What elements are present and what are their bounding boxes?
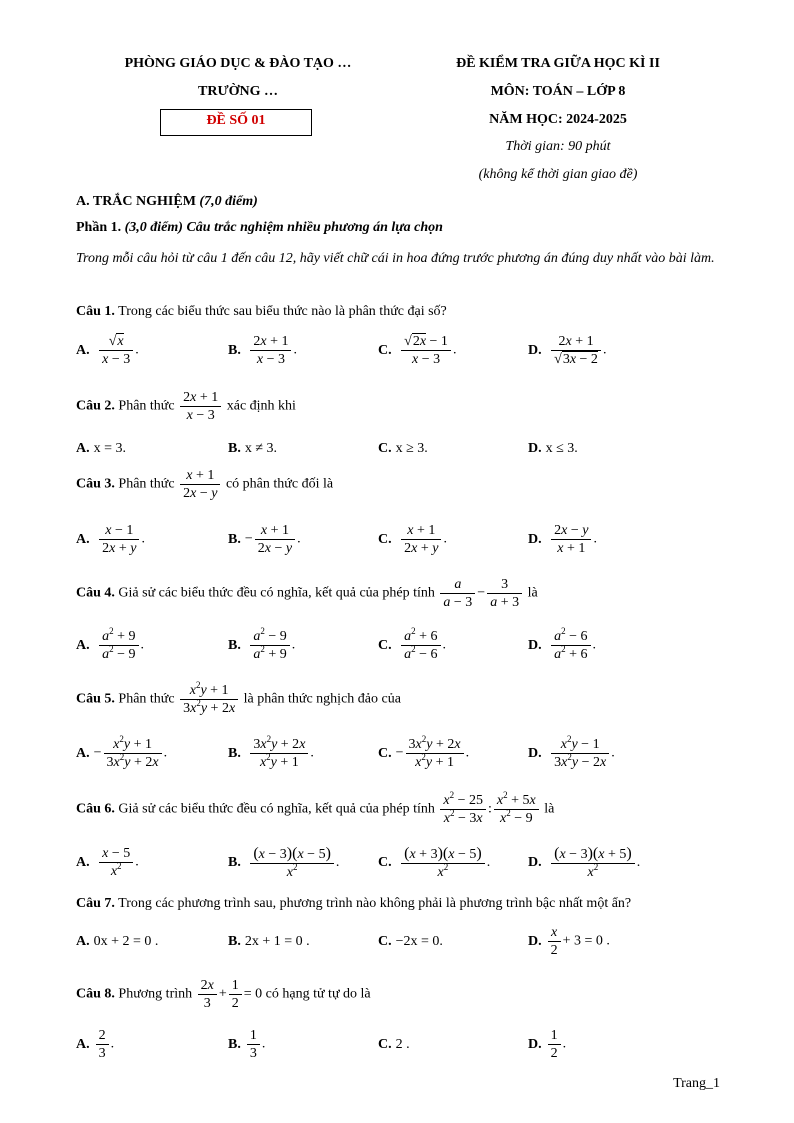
question-5: Câu 5. Phân thức $\frac{x^2y + 1}{3x^2y + 2x}$ là phân thức nghịch đảo của — [76, 680, 401, 716]
option-1b: B. $\frac{2x + 1}{x - 3}$ . — [228, 334, 297, 367]
option-8c: C. 2 . — [378, 1037, 410, 1052]
section-a-points: (7,0 điểm) — [199, 194, 258, 209]
option-4b: B. $\frac{a^2 - 9}{a^2 + 9}$ . — [228, 626, 296, 662]
part1-instructions: Trong mỗi câu hỏi từ câu 1 đến câu 12, hãy viết chữ cái in hoa đứng trước phương án đúng duy nhất vào bài làm. — [76, 251, 715, 266]
question-4: Câu 4. Giả sử các biểu thức đều có nghĩa, kết quả của phép tính $\frac{a}{a - 3}$ − $\frac{3}{a + 3}$ là — [76, 577, 538, 610]
question-1 — [76, 304, 447, 320]
option-1a: A. $\frac{√x}{x - 3}$ . — [76, 334, 139, 367]
option-2d: D. x ≤ 3. — [528, 441, 578, 456]
option-2b: B. x ≠ 3. — [228, 441, 278, 456]
option-8d: D. $\frac{1}{2}$ . — [528, 1028, 567, 1061]
option-6b: B. $\frac{(x - 3)(x - 5)}{x^2}$ . — [228, 845, 340, 880]
part1-heading — [76, 220, 443, 236]
option-6a: A. $\frac{x - 5}{x^2}$ . — [76, 846, 139, 879]
option-6d: D. $\frac{(x - 3)(x + 5)}{x^2}$ . — [528, 845, 641, 880]
option-7b: B. 2x + 1 = 0 . — [228, 934, 310, 949]
part1-subtitle: (3,0 điểm) Câu trắc nghiệm nhiều phương án lựa chọn — [124, 220, 443, 235]
option-7c: C. −2x = 0. — [378, 934, 443, 949]
option-5d: D. $\frac{x^2y - 1}{3x^2y - 2x}$ . — [528, 734, 615, 770]
part1-title: Phần 1. — [76, 220, 122, 235]
department-name: PHÒNG GIÁO DỤC & ĐÀO TẠO … — [124, 56, 352, 71]
question-2: Câu 2. Phân thức $\frac{2x + 1}{x - 3}$ xác định khi — [76, 390, 296, 423]
option-5c: C. − $\frac{3x^2y + 2x}{x^2y + 1}$ . — [378, 734, 470, 770]
question-8: Câu 8. Phương trình $\frac{2x}{3}$ + $\frac{1}{2}$ = 0 có hạng tử tự do là — [76, 978, 371, 1011]
exam-code: ĐỀ SỐ 01 — [206, 113, 266, 128]
option-7d: D. $\frac{x}{2}$ + 3 = 0 . — [528, 925, 610, 958]
question-label: Câu 1. — [76, 304, 115, 319]
question-7: Câu 7. Trong các phương trình sau, phương trình nào không phải là phương trình bậc nhất một ẩn? — [76, 896, 632, 911]
option-4a: A. $\frac{a^2 + 9}{a^2 - 9}$ . — [76, 626, 145, 662]
option-8b: B. $\frac{1}{3}$ . — [228, 1028, 266, 1061]
option-5a: A. − $\frac{x^2y + 1}{3x^2y + 2x}$ . — [76, 734, 168, 770]
option-3c: C. $\frac{x + 1}{2x + y}$ . — [378, 523, 447, 556]
option-2c: C. x ≥ 3. — [378, 441, 428, 456]
question-text: Trong các biểu thức sau biểu thức nào là phân thức đại số? — [118, 304, 447, 319]
subject: MÔN: TOÁN – LỚP 8 — [490, 84, 626, 99]
question-3: Câu 3. Phân thức $\frac{x + 1}{2x - y}$ có phân thức đối là — [76, 468, 334, 501]
option-3a: A. $\frac{x - 1}{2x + y}$ . — [76, 523, 145, 556]
option-3d: D. $\frac{2x - y}{x + 1}$ . — [528, 523, 597, 556]
exam-title: ĐỀ KIỂM TRA GIỮA HỌC KÌ II — [456, 56, 660, 71]
option-4d: D. $\frac{a^2 - 6}{a^2 + 6}$ . — [528, 626, 597, 662]
option-6c: C. $\frac{(x + 3)(x - 5)}{x^2}$ . — [378, 845, 491, 880]
exam-time: Thời gian: 90 phút — [505, 139, 611, 154]
question-6: Câu 6. Giả sử các biểu thức đều có nghĩa, kết quả của phép tính $\frac{x^2 - 25}{x^2 - 3x}$ : $\frac{x^2 + 5x}{x^2 - 9}$ là — [76, 790, 555, 826]
option-5b: B. $\frac{3x^2y + 2x}{x^2y + 1}$ . — [228, 734, 314, 770]
option-7a: A. 0x + 2 = 0 . — [76, 934, 159, 949]
page-number: Trang_1 — [673, 1076, 720, 1091]
option-1c: C. $\frac{√2x - 1}{x - 3}$ . — [378, 334, 457, 367]
section-a-heading — [76, 194, 258, 210]
school-year: NĂM HỌC: 2024-2025 — [489, 112, 627, 127]
exam-time-note: (không kể thời gian giao đề) — [478, 167, 638, 182]
option-3b: B. − $\frac{x + 1}{2x - y}$ . — [228, 523, 301, 556]
section-a-title: A. TRẮC NGHIỆM — [76, 194, 196, 209]
school-name: TRƯỜNG … — [198, 84, 278, 99]
option-1d: D. $\frac{2x + 1}{√3x - 2}$ . — [528, 334, 607, 367]
option-2a: A. x = 3. — [76, 441, 127, 456]
option-4c: C. $\frac{a^2 + 6}{a^2 - 6}$ . — [378, 626, 447, 662]
option-8a: A. $\frac{2}{3}$ . — [76, 1028, 115, 1061]
